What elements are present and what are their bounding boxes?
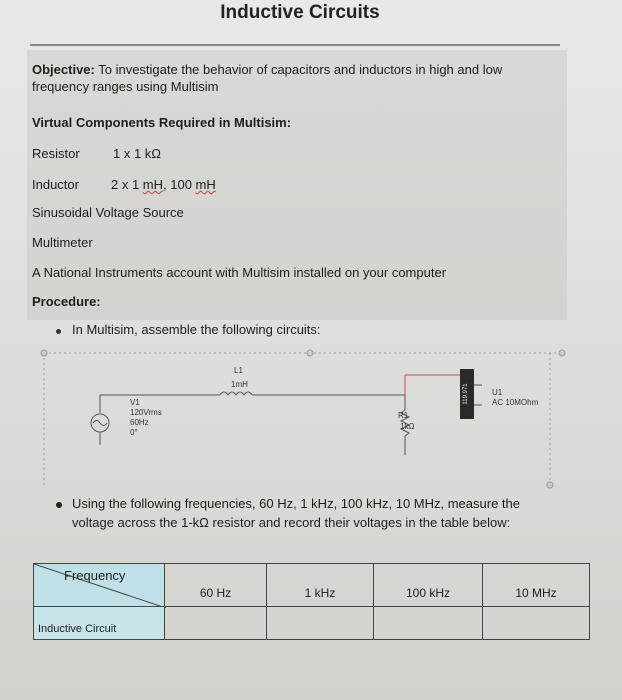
table-cell[interactable] [164, 606, 267, 640]
account-item: A National Instruments account with Multisim installed on your computer [32, 265, 447, 280]
table-row-label [33, 606, 165, 640]
resistor-label: Resistor [32, 146, 80, 161]
objective-paragraph [32, 61, 562, 95]
col-10mhz: 10 MHz [515, 586, 557, 600]
frequency-header: Frequency [64, 568, 126, 583]
col-60hz: 60 Hz [199, 586, 232, 600]
table-cell[interactable] [266, 606, 374, 640]
table-cell[interactable] [373, 606, 483, 640]
col-1khz: 1 kHz [304, 586, 336, 600]
source-freq: 60Hz [130, 418, 149, 427]
title-divider [30, 44, 560, 46]
col-100khz: 100 kHz [405, 586, 451, 600]
resistor-val: 1kΩ [400, 422, 415, 431]
table-col-header [266, 563, 374, 607]
meter-mode: AC 10MOhm [492, 398, 539, 407]
inductor-val: 1mH [231, 380, 248, 389]
voltage-source-item: Sinusoidal Voltage Source [32, 205, 184, 220]
procedure-step-2: Using the following frequencies, 60 Hz, 1 kHz, 100 kHz, 10 MHz, measure the voltage across the 1-kΩ resistor and record their voltages in the table below: [72, 496, 520, 530]
page-title: Inductive Circuits [220, 2, 380, 23]
source-phase: 0° [130, 428, 138, 437]
table-cell[interactable] [482, 606, 590, 640]
circuit-schematic [30, 345, 575, 495]
bullet-icon [56, 329, 61, 334]
inductor-value [111, 177, 216, 192]
inductor-ref: L1 [234, 366, 243, 375]
meter-display: 119.971 [463, 383, 469, 405]
inductor-value-prefix: 2 x 1 [111, 177, 143, 192]
meter-ref: U1 [492, 388, 503, 397]
inductor-unit-1: mH [142, 177, 164, 192]
resistor-ref: R1 [398, 411, 409, 420]
table-col-header [164, 563, 267, 607]
table-col-header [373, 563, 483, 607]
inductor-unit-2: mH [195, 177, 216, 192]
multimeter-item: Multimeter [32, 235, 93, 250]
procedure-step-1: In Multisim, assemble the following circuits: [72, 322, 321, 337]
resistor-value: 1 x 1 kΩ [113, 146, 162, 161]
procedure-heading: Procedure: [32, 294, 101, 309]
inductor-value-mid: , 100 [163, 177, 196, 192]
source-amp: 120Vrms [130, 408, 162, 417]
objective-text: To investigate the behavior of capacitors and inductors in high and low frequency ranges using Multisim [32, 62, 503, 94]
inductor-symbol [220, 392, 252, 395]
table-header-cell [33, 563, 165, 607]
voltage-table [33, 563, 591, 640]
table-col-header [482, 563, 590, 607]
inductor-label: Inductor [32, 177, 79, 192]
objective-label: Objective: [32, 62, 95, 77]
inductive-circuit-label: Inductive Circuit [38, 623, 117, 635]
bullet-icon [56, 502, 62, 508]
components-heading: Virtual Components Required in Multisim: [32, 115, 292, 130]
source-ref: V1 [130, 398, 140, 407]
